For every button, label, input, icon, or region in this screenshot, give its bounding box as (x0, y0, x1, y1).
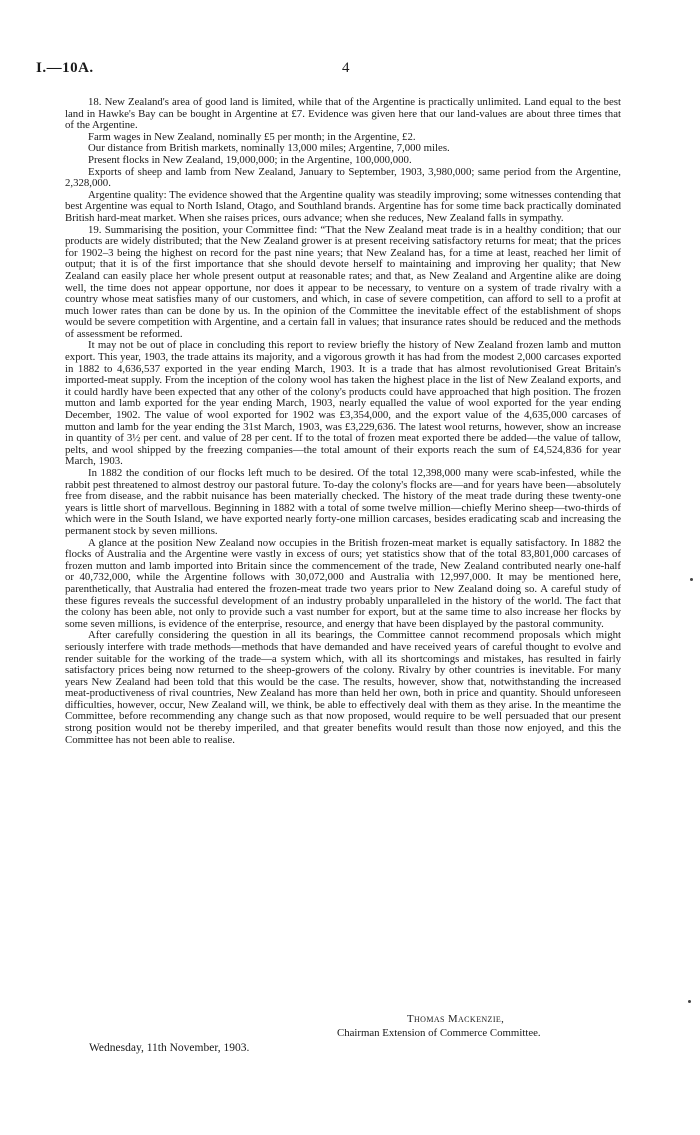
paragraph-argentine-quality: Argentine quality: The evidence showed that the Argentine quality was steadily improving; some witnesses contending that best Argentine was equal to North Island, Otago, and Southland brands. Argentine has for some time back practically dominated British hard-meat market. When she raises prices, ours advance; when she reduces, New Zealand falls in sympathy. (65, 188, 621, 224)
paragraph-present-flocks: Present flocks in New Zealand, 19,000,000; in the Argentine, 100,000,000. (88, 153, 412, 166)
paragraph-conclusion: After carefully considering the question in all its bearings, the Committee cannot recommend proposals which might seriously interfere with trade methods—methods that have demanded and have received years of careful thought to evolve and render suitable for the working of the trade—a system which, with all its shortcomings and mistakes, has resulted in fairly satisfactory prices being now returned to the sheep-growers of the colony. Rivalry by other countries is inevitable. For many years New Zealand had been told that this would be the case. The results, however, show that, notwithstanding the increased meat-productiveness of rival countries, New Zealand has more than held her own, both in price and quantity. Should unforeseen difficulties, however, occur, New Zealand will, we think, be able to effectively deal with them as they arise. In the meantime the Committee, before recommending any change such as that now proposed, would require to be well persuaded that our present strong position would not be thereby imperiled, and that greater benefits would result than those now enjoyed, and this the Committee has not been able to realise. (65, 629, 621, 746)
paragraph-flocks-1882: In 1882 the condition of our flocks left much to be desired. Of the total 12,398,000 many were scab-infested, while the rabbit pest threatened to almost destroy our pastoral future. To-day the colony's flocks are—and for years have been—absolutely free from disease, and the rabbit nuisance has been materially checked. The history of the meat trade during these twenty-one years is little short of marvellous. Beginning in 1882 with a total of some twelve million—chiefly Merino sheep—two-thirds of which were in the South Island, we have exported nearly forty-one million carcases, besides eradicating scab and increasing the permanent stock by seven millions. (65, 467, 621, 537)
page-number: 4 (342, 60, 350, 76)
paragraph-distance: Our distance from British markets, nominally 13,000 miles; Argentine, 7,000 miles. (88, 142, 450, 155)
signatory-title: Chairman Extension of Commerce Committee. (337, 1027, 541, 1039)
paragraph-18-land: 18. New Zealand's area of good land is limited, while that of the Argentine is practically unlimited. Land equal to the best land in Hawke's Bay can be bought in Argentine at £7. Evidence was given here that our land-values are about three times that of the Argentine. (65, 96, 621, 132)
paragraph-history: It may not be out of place in concluding this report to review briefly the history of New Zealand frozen lamb and mutton export. This year, 1903, the trade attains its majority, and a vigorous growth it has had from the modest 2,000 carcases exported in 1882 to 4,636,537 exported in the year ending March, 1903. It is a trade that has almost revolutionised Great Britain's imported-meat supply. From the inception of the colony wool has taken the highest place in the list of New Zealand exports, and it could hardly have been expected that any other of the colony's products could have approached that high position. The frozen mutton and lamb exported for the year ending March, 1903, nearly equalled the value of wool exported for the year ending December, 1902. The value of wool exported for 1902 was £3,354,000, and the export value of the 4,635,000 carcases of mutton and lamb for the year ending the 31st March, 1903, was £3,229,636. The latest wool returns, however, show an increase in quantity of 3½ per cent. and value of 28 per cent. If to the total of frozen meat exported there be added—the value of tallow, pelts, and wool shipped by the freezing companies—the total amount of their exports reach the sum of £4,524,836 for year March, 1903. (65, 339, 621, 468)
scan-speck (690, 578, 693, 581)
document-reference: I.—10A. (36, 60, 94, 76)
scan-speck (688, 1000, 691, 1003)
page-header (36, 60, 656, 82)
paragraph-market-position: A glance at the position New Zealand now occupies in the British frozen-meat market is equally satisfactory. In 1882 the flocks of Australia and the Argentine were vastly in excess of ours; yet statistics show that of the total 83,801,000 carcases of frozen mutton and lamb imported into Britain since the commencement of the trade, New Zealand contributed nearly one-half or 40,732,000, while the Argentine follows with 30,072,000 and Australia with 12,997,000. It may be mentioned here, parenthetically, that Australia had entered the frozen-meat trade two years prior to New Zealand doing so. A careful study of these figures reveals the successful development of an industry probably unparalleled in the history of the world. The fact that the colony has been able, not only to provide such a vast number for export, but at the same time to also increase her flocks by some seven millions, is evidence of the enterprise, resource, and energy that have been displayed by the pastoral community. (65, 536, 621, 630)
report-body (65, 97, 621, 746)
paragraph-19-summary: 19. Summarising the position, your Committee find: “That the New Zealand meat trade is in a healthy condition; that our products are widely distributed; that the New Zealand grower is at present receiving satisfactory returns for meat; that the prices for 1902–3 being the highest on record for the past nine years; that New Zealand has, for a time at least, reached her limit of output; that it is of the first importance that she should devote herself to maintaining and improving her quality; that New Zealand can easily place her whole present output at reasonable rates; and that, as New Zealand and Argentine alike are doing well, the time does not appear opportune, nor does it appear to be necessary, to venture on a system of trade rivalry with a country whose meat satisfies many of our customers, and which, in case of severe competition, can afford to sell to a profit at much lower rates than can be done by us. In the opinion of the Committee the inevitable effect of the establishment of shops would be severe competition with Argentine, and a certain fall in values; that insurance rates should be reduced and the methods of assessment be reformed. (65, 223, 621, 340)
report-date: Wednesday, 11th November, 1903. (89, 1042, 250, 1054)
paragraph-exports: Exports of sheep and lamb from New Zealand, January to September, 1903, 3,980,000; same period from the Argentine, 2,328,000. (65, 165, 621, 190)
signatory-name: Thomas Mackenzie, (407, 1013, 505, 1025)
paragraph-farm-wages: Farm wages in New Zealand, nominally £5 per month; in the Argentine, £2. (88, 130, 416, 143)
